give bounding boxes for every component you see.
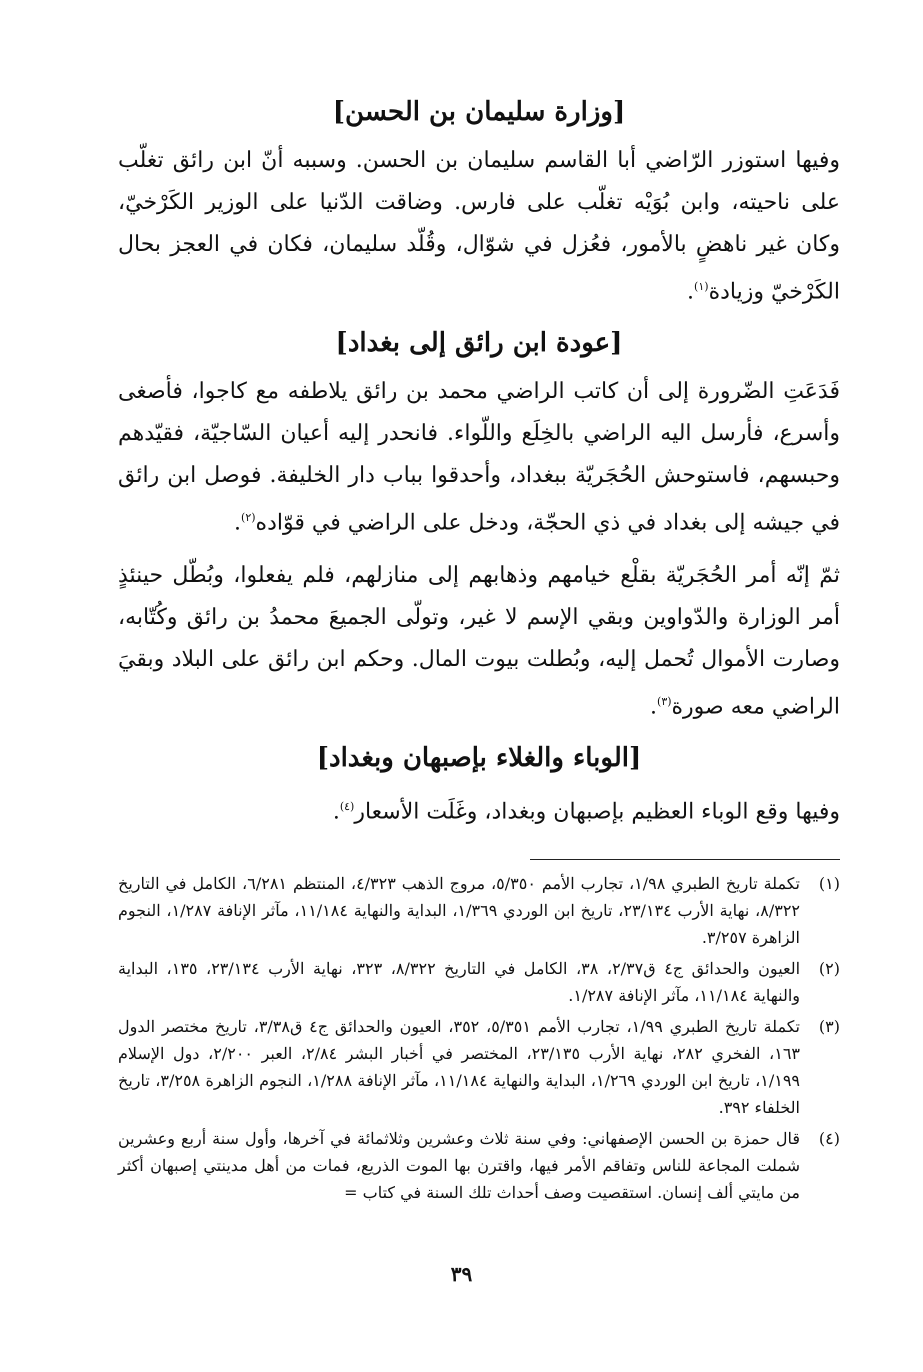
footnote-number: (٤) bbox=[818, 1129, 840, 1149]
footnote-number: (١) bbox=[818, 874, 840, 894]
page-body bbox=[118, 92, 840, 1210]
footnote bbox=[118, 870, 840, 951]
paragraph: فَدَعَتِ الضّرورة إلى أن كاتب الراضي محمد بن رائق يلاطفه مع كاجوا، فأصغى وأسرع، فأرسل اليه الراضي بالخِلَع واللّواء. فانحدر إليه أعيان السّاجيّة، فقيّدهم وحبسهم، فاستوحش الحُجَريّة ببغداد، وأحدقوا بباب دار الخليفة. فوصل ابن رائق في جيشه إلى بغداد في ذي الحجّة، ودخل على الراضي في قوّاده$^{(٢)}$. bbox=[118, 379, 840, 536]
paragraph-text: فَدَعَتِ الضّرورة إلى أن كاتب الراضي محمد بن رائق يلاطفه مع كاجوا، فأصغى وأسرع، فأرسل اليه الراضي بالخِلَع واللّواء. فانحدر إليه أعيان السّاجيّة، فقيّدهم وحبسهم، فاستوحش الحُجَريّة ببغداد، وأحدقوا بباب دار الخليفة. فوصل ابن رائق في جيشه إلى بغداد في ذي الحجّة، ودخل على الراضي في قوّاده bbox=[118, 379, 840, 536]
paragraph: ثمّ إنّه أمر الحُجَريّة بقلْع خيامهم وذهابهم إلى منازلهم، فلم يفعلوا، وبُطّل حينئذٍ أمر الوزارة والدّواوين وبقي الإسم لا غير، وتولّى الجميعَ محمدُ بن رائق وكُتّابه، وصارت الأموال تُحمل إليه، وبُطلت بيوت المال. وحكم ابن رائق على البلاد وبقيَ الراضي معه صورة$^{(٣)}$. bbox=[118, 562, 840, 719]
section-3 bbox=[118, 738, 840, 833]
section-heading: [عودة ابن رائق إلى بغداد] bbox=[335, 328, 623, 359]
footnote bbox=[118, 955, 840, 1009]
paragraph: وفيها استوزر الرّاضي أبا القاسم سليمان بن الحسن. وسببه أنّ ابن رائق تغلّب على ناحيته، وابن بُوَيْه تغلّب على فارس. وضاقت الدّنيا على الوزير الكَرْخيّ، وكان غير ناهضٍ بالأمور، فعُزل في شوّال، وقُلّد سليمان، فكان في العجز بحال الكَرْخيّ وزيادة$^{(١)}$. bbox=[118, 148, 840, 305]
footnote-text: العيون والحدائق ج٤ ق٢/٣٧، ٣٨، الكامل في التاريخ ٨/٣٢٢، ٣٢٣، نهاية الأرب ٢٣/١٣٤، ١٣٥، البداية والنهاية ١١/١٨٤، مآثر الإنافة ١/٢٨٧. bbox=[118, 959, 801, 1006]
paragraph-text: وفيها استوزر الرّاضي أبا القاسم سليمان بن الحسن. وسببه أنّ ابن رائق تغلّب على ناحيته، وابن بُوَيْه تغلّب على فارس. وضاقت الدّنيا على الوزير الكَرْخيّ، وكان غير ناهضٍ بالأمور، فعُزل في شوّال، وقُلّد سليمان، فكان في العجز بحال الكَرْخيّ وزيادة bbox=[118, 148, 840, 305]
section-heading: [وزارة سليمان بن الحسن] bbox=[332, 97, 626, 127]
page-number: ٣٩ bbox=[450, 1262, 473, 1286]
section-2 bbox=[118, 323, 840, 728]
footnotes bbox=[118, 870, 840, 1206]
footnote-text: تكملة تاريخ الطبري ١/٩٩، تجارب الأمم ٥/٣٥١، ٣٥٢، العيون والحدائق ج٤ ق٣/٣٨، تاريخ مختصر الدول ١٦٣، الفخري ٢٨٢، نهاية الأرب ٢٣/١٣٥، المختصر في أخبار البشر ٢/٨٤، العبر ٢/٢٠٠، دول الإسلام ١/١٩٩، تاريخ ابن الوردي ١/٢٦٩، البداية والنهاية ١١/١٨٤، مآثر الإنافة ١/٢٨٨، النجوم الزاهرة ٣/٢٥٨، تاريخ الخلفاء ٣٩٢. bbox=[118, 1017, 801, 1118]
footnote-divider bbox=[530, 859, 840, 860]
footnote-text: تكملة تاريخ الطبري ١/٩٨، تجارب الأمم ٥/٣٥٠، مروج الذهب ٤/٣٢٣، المنتظم ٦/٢٨١، الكامل في التاريخ ٨/٣٢٢، نهاية الأرب ٢٣/١٣٤، تاريخ ابن الوردي ١/٣٦٩، البداية والنهاية ١١/١٨٤، مآثر الإنافة ١/٢٨٧، النجوم الزاهرة ٣/٢٥٧. bbox=[118, 874, 801, 948]
paragraph: وفيها وقع الوباء العظيم بإصبهان وبغداد، وغَلَت الأسعار$^{(٤)}$. bbox=[332, 799, 840, 825]
footnote-text: قال حمزة بن الحسن الإصفهاني: وفي سنة ثلاث وعشرين وثلاثمائة في آخرها، وأول سنة أربع وعشرين شملت المجاعة للناس وتفاقم الأمر فيها، واقترن بها الموت الذريع، فمات من أهل مدينتي إصبهان أكثر من مايتي ألف إنسان. استقصيت وصف أحداث تلك السنة في كتاب = bbox=[118, 1129, 800, 1203]
footnote-ref[interactable]: (٤) bbox=[339, 799, 355, 813]
footnote-ref[interactable]: (١) bbox=[694, 280, 709, 293]
footnote bbox=[118, 1125, 840, 1206]
footnote-ref[interactable]: (٢) bbox=[241, 511, 256, 525]
footnote bbox=[118, 1013, 840, 1121]
paragraph-text: ثمّ إنّه أمر الحُجَريّة بقلْع خيامهم وذهابهم إلى منازلهم، فلم يفعلوا، وبُطّل حينئذٍ أمر الوزارة والدّواوين وبقي الإسم لا غير، وتولّى الجميعَ محمدُ بن رائق وكُتّابه، وصارت الأموال تُحمل إليه، وبُطلت بيوت المال. وحكم ابن رائق على البلاد وبقيَ الراضي معه صورة bbox=[118, 562, 840, 719]
footnote-ref[interactable]: (٣) bbox=[657, 694, 672, 708]
footnote-number: (٢) bbox=[818, 959, 840, 979]
footnote-number: (٣) bbox=[818, 1017, 840, 1037]
section-heading: [الوباء والغلاء بإصبهان وبغداد] bbox=[316, 742, 642, 773]
section-1 bbox=[118, 92, 840, 313]
paragraph-text: وفيها وقع الوباء العظيم بإصبهان وبغداد، وغَلَت الأسعار bbox=[354, 799, 840, 825]
